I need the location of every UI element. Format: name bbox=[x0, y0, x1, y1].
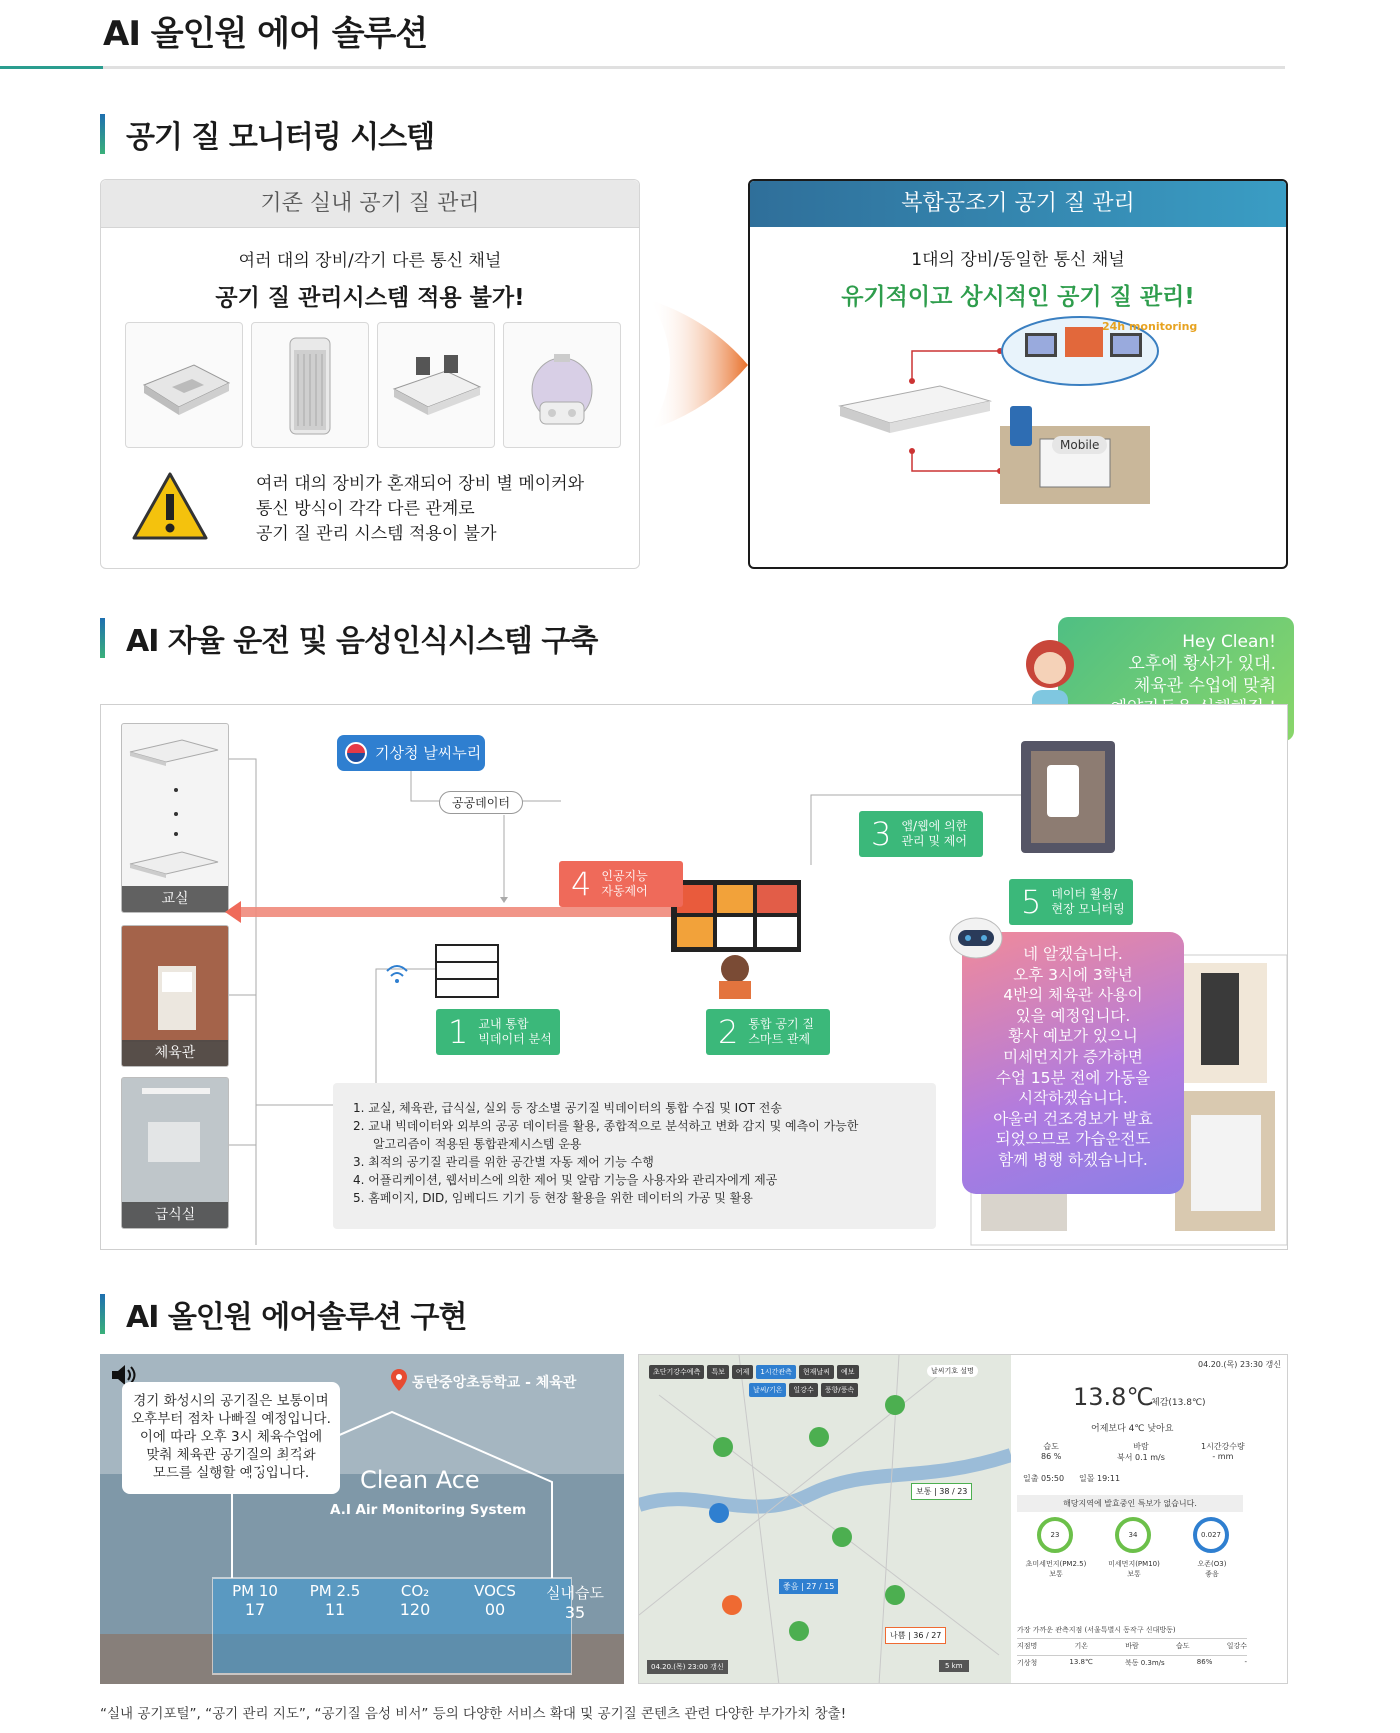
step-1 bbox=[436, 1009, 560, 1055]
gauge-grade: 보통 bbox=[1049, 1570, 1063, 1578]
ai-reply-line: 있을 예정입니다. bbox=[1015, 1006, 1131, 1025]
legacy-card-headline: 공기 질 관리시스템 적용 불가! bbox=[215, 285, 525, 311]
metric-value: 35 bbox=[564, 1603, 586, 1622]
table-head-cell: 지점명 bbox=[1017, 1642, 1038, 1650]
section-title-ai-voice: AI 자율 운전 및 음성인식시스템 구축 bbox=[100, 616, 597, 660]
clean-ace-display bbox=[100, 1354, 624, 1684]
marker-reading: 27 / 15 bbox=[806, 1582, 835, 1591]
table-head-cell: 일강수 bbox=[1226, 1642, 1247, 1650]
map-scale: 5 km bbox=[939, 1660, 969, 1672]
map-date: 04.20.(목) 23:00 갱신 bbox=[647, 1660, 728, 1674]
legacy-card-heading: 기존 실내 공기 질 관리 bbox=[101, 180, 639, 228]
station-table-head bbox=[1017, 1638, 1247, 1651]
map-background bbox=[639, 1355, 1011, 1684]
transition-arrow-icon bbox=[650, 290, 750, 440]
ai-reply-line: 황사 예보가 있으니 bbox=[1008, 1027, 1138, 1046]
map-tab[interactable]: 초단기강수예측 bbox=[649, 1365, 704, 1379]
room-label-classroom: 교실 bbox=[122, 886, 228, 912]
temp-compare: 어제보다 4℃ 낮아요 bbox=[1091, 1424, 1174, 1434]
section-title-monitoring: 공기 질 모니터링 시스템 bbox=[100, 112, 434, 156]
robot-assistant-icon bbox=[946, 912, 1006, 968]
gauge-label: 오존(O3) bbox=[1197, 1560, 1227, 1568]
metric-vocs bbox=[455, 1582, 535, 1622]
feels-like: 체감(13.8℃) bbox=[1151, 1398, 1206, 1408]
air-purifier-image bbox=[251, 322, 369, 448]
map-subtab-bar bbox=[749, 1383, 858, 1397]
gauge-label-ozone bbox=[1175, 1559, 1249, 1579]
table-cell: - bbox=[1244, 1658, 1247, 1666]
gauge-grade: 보통 bbox=[1127, 1570, 1141, 1578]
humidity-block bbox=[1041, 1441, 1061, 1461]
marker-grade: 좋음 bbox=[783, 1582, 799, 1591]
metric-name: PM 10 bbox=[232, 1582, 278, 1600]
feature-note: 5. 홈페이지, DID, 임베디드 기기 등 현장 활용을 위한 데이터의 가공 및 활용 bbox=[353, 1191, 753, 1205]
gauge-value: 23 bbox=[1050, 1531, 1060, 1539]
step-5 bbox=[1009, 879, 1133, 925]
sunrise: 일출 05:50 bbox=[1023, 1474, 1065, 1483]
gauge-label-pm10 bbox=[1097, 1559, 1171, 1579]
brand-subtitle: A.I Air Monitoring System bbox=[330, 1502, 527, 1518]
alert-notice: 해당지역에 발효중인 특보가 없습니다. bbox=[1017, 1495, 1243, 1512]
weather-panel bbox=[1011, 1355, 1288, 1684]
step-number: 4 bbox=[571, 865, 592, 903]
brand-title: Clean Ace bbox=[360, 1466, 480, 1494]
table-head-cell: 습도 bbox=[1175, 1642, 1190, 1650]
gauge-pm25 bbox=[1037, 1517, 1073, 1553]
gauge-label: 초미세먼지(PM2.5) bbox=[1025, 1560, 1087, 1568]
ai-reply-line: 네 알겠습니다. bbox=[1023, 945, 1123, 963]
station-title: 가장 가까운 관측지점 (서울특별시 동작구 신대방동) bbox=[1017, 1626, 1176, 1634]
step-label: 교내 통합 빅데이터 분석 bbox=[478, 1017, 552, 1046]
metric-value: 17 bbox=[244, 1600, 266, 1619]
kma-weather-badge bbox=[337, 735, 485, 771]
map-tab[interactable]: 어제 bbox=[732, 1365, 754, 1379]
house-frame bbox=[212, 1410, 572, 1676]
gauge-ozone bbox=[1193, 1517, 1229, 1553]
step-2 bbox=[706, 1009, 830, 1055]
marker-reading: 36 / 27 bbox=[913, 1631, 942, 1640]
location-pin-icon bbox=[390, 1368, 408, 1396]
rain-value: - mm bbox=[1212, 1452, 1234, 1461]
integrated-card-heading: 복합공조기 공기 질 관리 bbox=[750, 181, 1286, 227]
ai-reply-line: 되었으므로 가습운전도 bbox=[995, 1130, 1151, 1149]
feature-note: 알고리즘이 적용된 통합관제시스템 운용 bbox=[373, 1137, 582, 1151]
metric-name: 실내습도 bbox=[546, 1584, 604, 1602]
map-subtab[interactable]: 풍향/풍속 bbox=[821, 1383, 858, 1397]
step-3 bbox=[859, 811, 983, 857]
gauge-label-pm25 bbox=[1019, 1559, 1093, 1579]
title-divider-accent bbox=[0, 66, 103, 69]
map-tab[interactable]: 예보 bbox=[837, 1365, 859, 1379]
metric-value: 120 bbox=[399, 1600, 431, 1619]
page-title: AI 올인원 에어 솔루션 bbox=[103, 14, 428, 54]
map-tab[interactable]: 특보 bbox=[707, 1365, 729, 1379]
warning-text bbox=[256, 472, 584, 547]
humidity-value: 86 % bbox=[1041, 1452, 1062, 1461]
metric-pm10 bbox=[215, 1582, 295, 1622]
warning-icon bbox=[131, 470, 209, 544]
step-label: 데이터 활용/ 현장 모니터링 bbox=[1051, 887, 1125, 916]
step-number: 2 bbox=[718, 1013, 739, 1051]
metric-co2 bbox=[375, 1582, 455, 1622]
map-marker-good[interactable]: 좋음 | 27 / 15 bbox=[779, 1579, 838, 1594]
gauge-pm10 bbox=[1115, 1517, 1151, 1553]
device-list bbox=[125, 322, 621, 448]
station-table-row bbox=[1017, 1655, 1247, 1668]
integrated-card-subtitle: 1대의 장비/동일한 통신 채널 bbox=[911, 250, 1125, 270]
humidifier-image bbox=[503, 322, 621, 448]
table-cell: 북동 0.3m/s bbox=[1124, 1659, 1165, 1667]
step-4 bbox=[559, 861, 683, 907]
map-tab-bar bbox=[649, 1365, 859, 1379]
speech-line: 모드를 실행할 예정입니다. bbox=[152, 1465, 310, 1481]
legacy-card-subtitle: 여러 대의 장비/각기 다른 통신 채널 bbox=[238, 251, 502, 271]
monitoring-badge: 24h monitoring bbox=[1102, 320, 1198, 333]
feature-note: 3. 최적의 공기질 관리를 위한 공간별 자동 제어 기능 수행 bbox=[353, 1155, 654, 1169]
ai-reply-line: 오후 3시에 3학년 bbox=[1013, 965, 1133, 984]
speech-line: 맞춰 체육관 공기질의 최적화 bbox=[146, 1447, 316, 1463]
metric-name: PM 2.5 bbox=[309, 1582, 361, 1600]
map-subtab[interactable]: 일강수 bbox=[789, 1383, 817, 1397]
feature-notes bbox=[333, 1083, 936, 1229]
section-title-implementation: AI 올인원 에어솔루션 구현 bbox=[100, 1292, 467, 1336]
feature-note: 1. 교실, 체육관, 급식실, 실외 등 장소별 공기질 빅데이터의 통합 수집 및 IOT 전송 bbox=[353, 1101, 782, 1115]
ai-reply-line: 수업 15분 전에 가동을 bbox=[995, 1068, 1151, 1087]
marker-grade: 보통 bbox=[916, 1487, 932, 1496]
kma-logo-icon bbox=[345, 742, 367, 764]
room-label-cafeteria: 급식실 bbox=[122, 1202, 228, 1228]
metric-name: CO₂ bbox=[400, 1582, 430, 1600]
metric-name: VOCS bbox=[474, 1582, 516, 1600]
map-tab[interactable]: 1시간관측 bbox=[756, 1365, 796, 1379]
kma-label: 기상청 날씨누리 bbox=[375, 744, 482, 762]
voice-request-line: Hey Clean! bbox=[1182, 632, 1276, 652]
integrated-card-headline: 유기적이고 상시적인 공기 질 관리! bbox=[841, 284, 1195, 310]
feature-note: 2. 교내 빅데이터와 외부의 공공 데이터를 활용, 종합적으로 분석하고 변화 감지 및 예측이 가능한 bbox=[353, 1119, 859, 1133]
humidity-label: 습도 bbox=[1043, 1442, 1059, 1451]
gauge-value: 34 bbox=[1128, 1531, 1138, 1539]
ai-reply-bubble bbox=[962, 932, 1184, 1194]
step-label: 통합 공기 질 스마트 관제 bbox=[748, 1017, 814, 1046]
metric-humidity bbox=[535, 1582, 615, 1622]
speech-line: 경기 화성시의 공기질은 보통이며 bbox=[133, 1393, 329, 1409]
air-map-dashboard bbox=[638, 1354, 1288, 1684]
room-label-gym: 체육관 bbox=[122, 1040, 228, 1066]
sunset: 일몰 19:11 bbox=[1079, 1474, 1121, 1483]
warning-line: 통신 방식이 각각 다른 관계로 bbox=[256, 499, 475, 519]
wind-block bbox=[1117, 1441, 1165, 1463]
step-number: 3 bbox=[871, 815, 892, 853]
marker-grade: 나쁨 bbox=[890, 1631, 906, 1640]
ai-reply-line: 시작하겠습니다. bbox=[1018, 1089, 1128, 1108]
map-marker-bad[interactable]: 나쁨 | 36 / 27 bbox=[885, 1627, 946, 1644]
marker-reading: 38 / 23 bbox=[939, 1487, 968, 1496]
ai-reply-line: 미세먼지가 증가하면 bbox=[1003, 1047, 1143, 1066]
warning-line: 공기 질 관리 시스템 적용이 불가 bbox=[256, 524, 497, 544]
public-data-pill: 공공데이터 bbox=[439, 791, 523, 814]
step-number: 1 bbox=[448, 1013, 469, 1051]
wind-label: 바람 bbox=[1133, 1442, 1149, 1451]
ai-reply-line: 4반의 체육관 사용이 bbox=[1003, 986, 1143, 1005]
metric-value: 11 bbox=[324, 1600, 346, 1619]
cassette-ac-image bbox=[125, 322, 243, 448]
table-cell: 86% bbox=[1196, 1658, 1213, 1666]
school-name: 동탄중앙초등학교 - 체육관 bbox=[412, 1375, 577, 1391]
weather-date: 04.20.(목) 23:30 갱신 bbox=[1197, 1360, 1281, 1369]
title-divider bbox=[0, 66, 1285, 69]
metric-value: 00 bbox=[484, 1600, 506, 1619]
step-number: 5 bbox=[1021, 883, 1042, 921]
current-temperature: 13.8℃ bbox=[1073, 1383, 1154, 1411]
rain-label: 1시간강수량 bbox=[1201, 1442, 1245, 1451]
map-marker-normal[interactable]: 보통 | 38 / 23 bbox=[911, 1483, 972, 1500]
table-head-cell: 바람 bbox=[1125, 1642, 1139, 1650]
speech-line: 이에 따라 오후 3시 체육수업에 bbox=[139, 1429, 323, 1445]
gauge-label: 미세먼지(PM10) bbox=[1108, 1560, 1160, 1568]
footer-note: “실내 공기포털”, “공기 관리 지도”, “공기질 음성 비서” 등의 다양한 서비스 확대 및 공기질 콘텐츠 관련 다양한 부가가치 창출! bbox=[100, 1706, 847, 1722]
ai-reply-line: 아울러 건조경보가 발효 bbox=[993, 1109, 1153, 1128]
voice-request-line: 체육관 수업에 맞춰 bbox=[1133, 676, 1276, 696]
voice-request-line: 오후에 황사가 있대. bbox=[1128, 654, 1276, 674]
map-tab[interactable]: 현재날씨 bbox=[799, 1365, 834, 1379]
integrated-system-illustration bbox=[830, 311, 1250, 511]
air-metrics bbox=[215, 1582, 615, 1622]
metric-pm25 bbox=[295, 1582, 375, 1622]
table-cell: 13.8℃ bbox=[1069, 1658, 1093, 1666]
wind-value: 북서 0.1 m/s bbox=[1117, 1453, 1165, 1462]
integrated-management-card bbox=[748, 179, 1288, 569]
gauge-grade: 좋음 bbox=[1205, 1570, 1219, 1578]
gauge-value: 0.027 bbox=[1200, 1531, 1222, 1539]
mobile-badge: Mobile bbox=[1052, 436, 1107, 454]
feature-note: 4. 어플리케이션, 웹서비스에 의한 제어 및 알람 기능을 사용자와 관리자에게 제공 bbox=[353, 1173, 778, 1187]
rain-block bbox=[1201, 1441, 1245, 1461]
map-subtab[interactable]: 날씨/기온 bbox=[749, 1383, 786, 1397]
legacy-management-card bbox=[100, 179, 640, 569]
step-label: 인공지능 자동제어 bbox=[601, 869, 648, 898]
air-quality-map[interactable] bbox=[639, 1355, 1011, 1684]
map-legend-link[interactable]: 날씨기호 설명 bbox=[927, 1365, 978, 1377]
table-head-cell: 기온 bbox=[1074, 1642, 1089, 1650]
table-cell: 기상청 bbox=[1017, 1659, 1038, 1667]
ventilator-image bbox=[377, 322, 495, 448]
step-label: 앱/웹에 의한 관리 및 제어 bbox=[901, 819, 968, 848]
warning-line: 여러 대의 장비가 혼재되어 장비 별 메이커와 bbox=[256, 474, 585, 494]
ai-reply-line: 함께 병행 하겠습니다. bbox=[998, 1150, 1148, 1169]
speech-line: 오후부터 점차 나빠질 예정입니다. bbox=[131, 1411, 331, 1427]
